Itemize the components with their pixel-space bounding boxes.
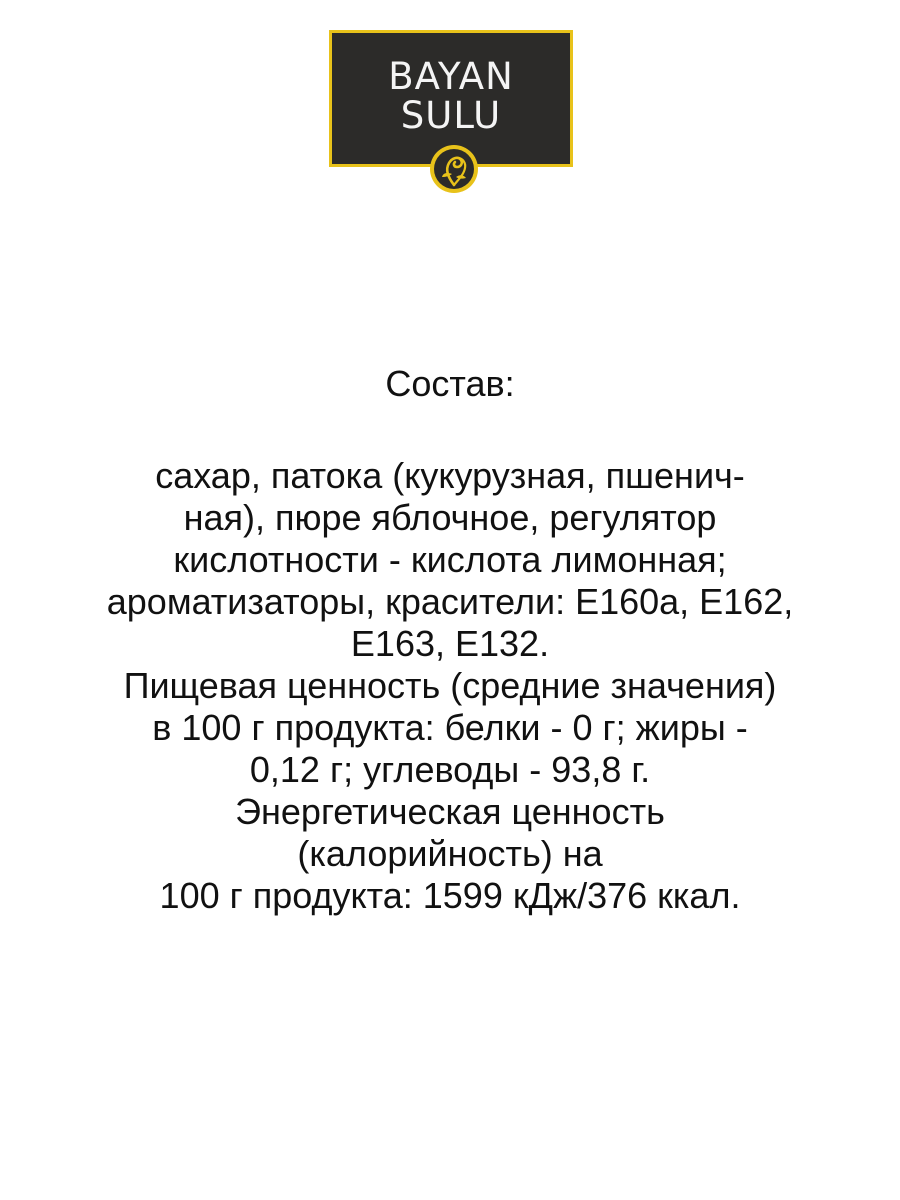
composition-line: ная), пюре яблочное, регулятор: [183, 497, 717, 538]
ornamental-leaf-icon: [428, 143, 480, 195]
nutrition-line: 0,12 г; углеводы - 93,8 г.: [249, 749, 651, 790]
composition-line: сахар, патока (кукурузная, пшенич-: [155, 455, 745, 496]
composition-line: Е163, Е132.: [350, 623, 550, 664]
logo-text-line-2: SULU: [400, 94, 502, 137]
composition-line: кислотности - кислота лимонная;: [173, 539, 727, 580]
composition-text: [30, 455, 870, 917]
brand-logo: [329, 30, 573, 167]
logo-text-line-1: BAYAN: [388, 55, 514, 98]
composition-heading: Состав:: [385, 363, 515, 404]
energy-line: (калорийность) на: [297, 833, 603, 874]
nutrition-line: Пищевая ценность (средние значения): [123, 665, 777, 706]
energy-line: 100 г продукта: 1599 кДж/376 ккал.: [159, 875, 741, 916]
energy-line: Энергетическая ценность: [235, 791, 665, 832]
nutrition-line: в 100 г продукта: белки - 0 г; жиры -: [152, 707, 748, 748]
composition-line: ароматизаторы, красители: Е160а, Е162,: [106, 581, 794, 622]
